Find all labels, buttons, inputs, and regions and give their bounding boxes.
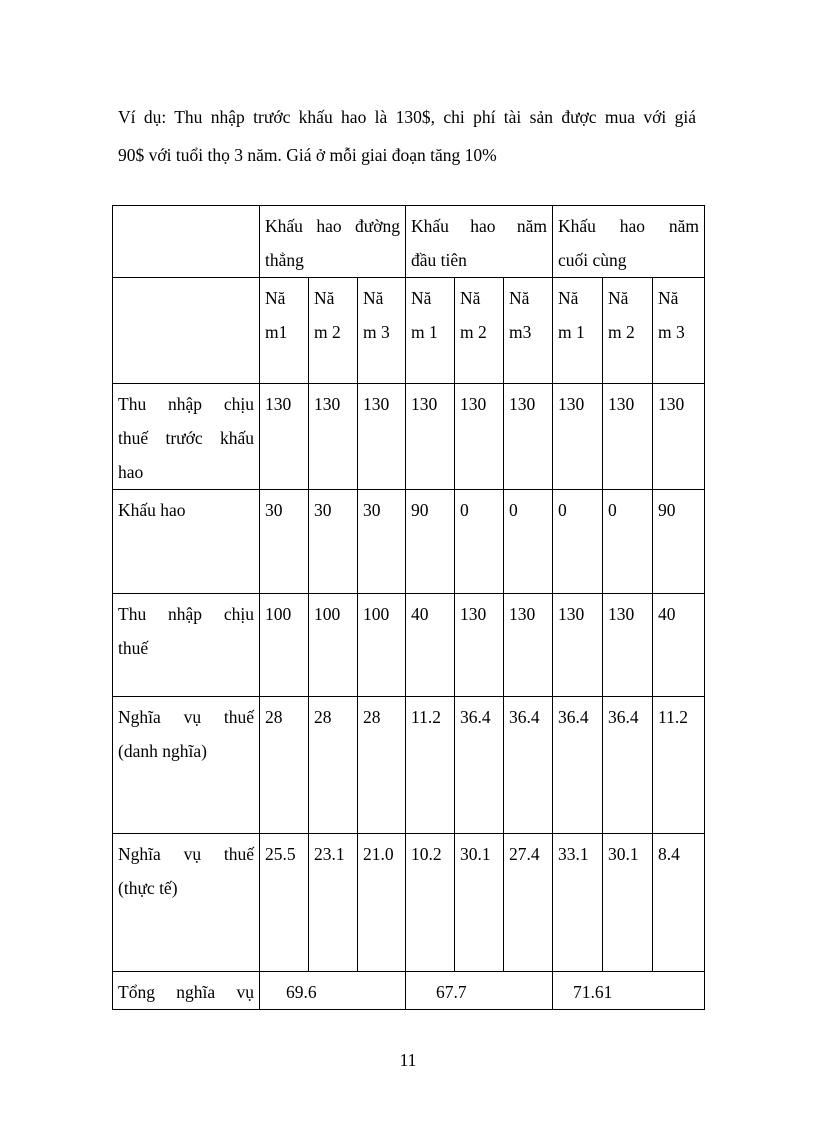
- value-cell: 0: [504, 490, 553, 594]
- year-header-cell: Nă m 1: [406, 278, 455, 384]
- row-label: Thu nhập chịu thuế: [113, 594, 260, 697]
- value-cell: 8.4: [653, 834, 705, 972]
- value-cell: 21.0: [358, 834, 406, 972]
- value-cell: 27.4: [504, 834, 553, 972]
- value-cell: 28: [260, 697, 309, 834]
- depreciation-table: [112, 205, 705, 1010]
- year-header-cell: Nă m 2: [309, 278, 358, 384]
- value-cell: 90: [653, 490, 705, 594]
- value-cell: 100: [358, 594, 406, 697]
- value-cell: 130: [653, 384, 705, 490]
- year-header-cell: Nă m 3: [653, 278, 705, 384]
- value-cell: 28: [358, 697, 406, 834]
- total-label: Tổng nghĩa vụ: [113, 972, 260, 1010]
- value-cell: 130: [455, 384, 504, 490]
- group-straight-line: Khấu hao đường thẳng: [260, 206, 406, 278]
- value-cell: 36.4: [603, 697, 653, 834]
- value-cell: 130: [504, 384, 553, 490]
- year-header-row: [113, 278, 705, 384]
- value-cell: 130: [455, 594, 504, 697]
- year-header-cell: Nă m1: [260, 278, 309, 384]
- value-cell: 100: [309, 594, 358, 697]
- value-cell: 30: [309, 490, 358, 594]
- value-cell: 90: [406, 490, 455, 594]
- empty-corner-cell: [113, 206, 260, 278]
- table-row: [113, 834, 705, 972]
- value-cell: 33.1: [553, 834, 603, 972]
- table-row: [113, 490, 705, 594]
- value-cell: 0: [553, 490, 603, 594]
- year-header-cell: Nă m 2: [455, 278, 504, 384]
- row-label: Thu nhập chịu thuế trước khấu hao: [113, 384, 260, 490]
- table-row: [113, 384, 705, 490]
- intro-paragraph: [118, 98, 696, 174]
- value-cell: 36.4: [553, 697, 603, 834]
- value-cell: 36.4: [504, 697, 553, 834]
- year-header-cell: Nă m 2: [603, 278, 653, 384]
- value-cell: 0: [603, 490, 653, 594]
- value-cell: 30: [260, 490, 309, 594]
- value-cell: 25.5: [260, 834, 309, 972]
- row-label: Nghĩa vụ thuế (danh nghĩa): [113, 697, 260, 834]
- value-cell: 130: [603, 384, 653, 490]
- value-cell: 30: [358, 490, 406, 594]
- value-cell: 23.1: [309, 834, 358, 972]
- group-last-year: Khấu hao năm cuối cùng: [553, 206, 705, 278]
- group-header-row: [113, 206, 705, 278]
- row-label: Nghĩa vụ thuế (thực tế): [113, 834, 260, 972]
- value-cell: 0: [455, 490, 504, 594]
- value-cell: 30.1: [455, 834, 504, 972]
- year-header-cell: Nă m 3: [358, 278, 406, 384]
- value-cell: 40: [406, 594, 455, 697]
- year-header-cell: Nă m 1: [553, 278, 603, 384]
- total-straight-line: 69.6: [260, 972, 406, 1010]
- total-row: [113, 972, 705, 1010]
- intro-line-1: Ví dụ: Thu nhập trước khấu hao là 130$, chi phí tài sản được mua với giá: [118, 107, 696, 127]
- year-header-cell: Nă m3: [504, 278, 553, 384]
- value-cell: 28: [309, 697, 358, 834]
- value-cell: 130: [553, 384, 603, 490]
- value-cell: 130: [553, 594, 603, 697]
- value-cell: 130: [504, 594, 553, 697]
- page-number: 11: [399, 1050, 417, 1070]
- value-cell: 100: [260, 594, 309, 697]
- table-row: [113, 594, 705, 697]
- value-cell: 10.2: [406, 834, 455, 972]
- value-cell: 30.1: [603, 834, 653, 972]
- value-cell: 130: [406, 384, 455, 490]
- value-cell: 130: [260, 384, 309, 490]
- value-cell: 130: [358, 384, 406, 490]
- value-cell: 11.2: [406, 697, 455, 834]
- value-cell: 11.2: [653, 697, 705, 834]
- total-first-year: 67.7: [406, 972, 553, 1010]
- value-cell: 130: [309, 384, 358, 490]
- group-first-year: Khấu hao năm đầu tiên: [406, 206, 553, 278]
- value-cell: 36.4: [455, 697, 504, 834]
- total-last-year: 71.61: [553, 972, 705, 1010]
- intro-line-2: 90$ với tuổi thọ 3 năm. Giá ở mỗi giai đoạn tăng 10%: [118, 145, 497, 165]
- value-cell: 130: [603, 594, 653, 697]
- table-row: [113, 697, 705, 834]
- value-cell: 40: [653, 594, 705, 697]
- empty-label-cell: [113, 278, 260, 384]
- row-label: Khấu hao: [113, 490, 260, 594]
